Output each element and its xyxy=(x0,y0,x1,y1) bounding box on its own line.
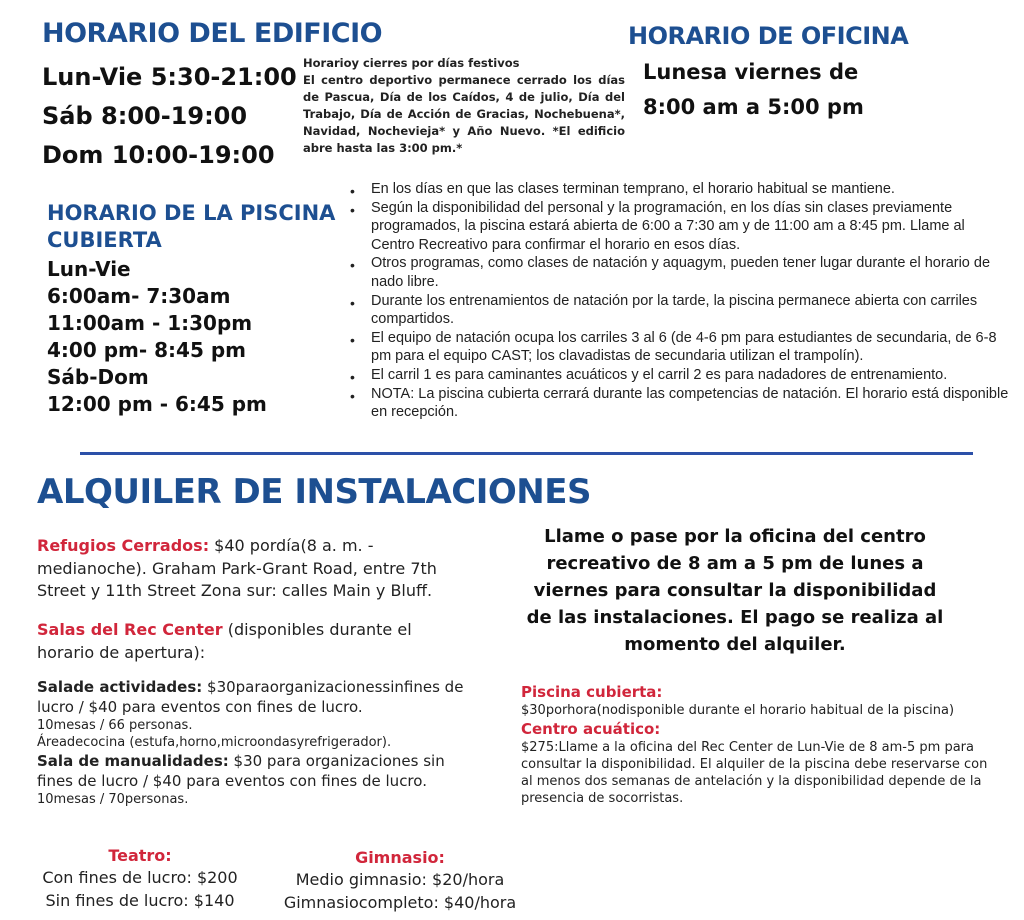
pool-notes xyxy=(350,180,1010,422)
indoor-pool-label: Piscina cubierta: xyxy=(521,683,663,701)
activity-room-capacity: 10mesas / 66 personas. xyxy=(37,718,193,733)
hours-sunday: Dom 10:00-19:00 xyxy=(42,141,275,169)
office-hours xyxy=(643,55,864,125)
pool-note: • El equipo de natación ocupa los carriles 3 al 6 (de 4-6 pm para estudiantes de secundaria, de 6-8 pm para el equipo CAST; los clavadistas de secundaria utilizan el trampolín). xyxy=(350,329,1010,366)
theater-label: Teatro: xyxy=(108,846,172,865)
pool-note: • NOTA: La piscina cubierta cerrará durante las competencias de natación. El horario está disponible en recepción. xyxy=(350,385,1010,422)
section-divider xyxy=(80,452,973,455)
kitchen-area: Áreadecocina (estufa,horno,microondasyrefrigerador). xyxy=(37,735,392,750)
rooms-label: Salas del Rec Center xyxy=(37,620,223,639)
crafts-room-capacity: 10mesas / 70personas. xyxy=(37,792,189,807)
pool-line: 4:00 pm- 8:45 pm xyxy=(47,338,246,362)
holiday-text: El centro deportivo permanece cerrado los días de Pascua, Día de los Caídos, 4 de julio, Día del Trabajo, Día de Acción de Gracias, Nochebuena*, Navidad, Nochevieja* y Año Nuevo. *El edificio abre hasta las 3:00 pm.* xyxy=(303,73,625,155)
theater xyxy=(20,845,260,912)
office-hours-title: HORARIO DE OFICINA xyxy=(628,22,909,50)
crafts-room-text: $30 para organizaciones sin fines de lucro / $40 para eventos con fines de lucro. xyxy=(37,752,445,790)
hours-saturday: Sáb 8:00-19:00 xyxy=(42,102,248,130)
pool-note: • Durante los entrenamientos de natación por la tarde, la piscina permanece abierta con carriles compartidos. xyxy=(350,292,1010,329)
aquatic-center-text: $275:Llame a la oficina del Rec Center de Lun-Vie de 8 am-5 pm para consultar la disponibilidad. El alquiler de la piscina debe reservarse con al menos dos semanas de antelación y la disponibilidad depende de la presencia de socorristas. xyxy=(521,740,988,806)
gym-price: Medio gimnasio: $20/hora xyxy=(295,870,505,889)
pool-line: Lun-Vie xyxy=(47,257,131,281)
building-hours-title: HORARIO DEL EDIFICIO xyxy=(42,18,383,49)
gym xyxy=(265,847,535,914)
rental-title: ALQUILER DE INSTALACIONES xyxy=(37,472,591,512)
indoor-pool-text: $30porhora(nodisponible durante el horario habitual de la piscina) xyxy=(521,703,955,718)
pool-note: • Otros programas, como clases de natación y aquagym, pueden tener lugar durante el horario de nado libre. xyxy=(350,254,1010,291)
rooms-text: (disponibles durante el horario de apertura): xyxy=(37,620,412,662)
gym-label: Gimnasio: xyxy=(355,848,445,867)
pool-hours-title: HORARIO DE LA PISCINA CUBIERTA xyxy=(47,201,336,252)
office-line: Lunesa viernes de xyxy=(643,60,859,84)
pool-line: Sáb-Dom xyxy=(47,365,149,389)
holiday-title: Horarioy cierres por días festivos xyxy=(303,56,520,70)
pool-note: • El carril 1 es para caminantes acuáticos y el carril 2 es para nadadores de entrenamiento. xyxy=(350,366,1010,385)
shelters xyxy=(37,535,477,603)
hours-weekday: Lun-Vie 5:30-21:00 xyxy=(42,63,297,91)
building-hours xyxy=(42,58,297,175)
shelters-label: Refugios Cerrados: xyxy=(37,536,210,555)
holiday-closures xyxy=(303,55,625,157)
activity-room-text: $30paraorganizacionessinfines de lucro / $40 para eventos con fines de lucro. xyxy=(37,678,464,716)
theater-price: Sin fines de lucro: $140 xyxy=(45,890,235,910)
pool-note: • Según la disponibilidad del personal y la programación, en los días sin clases previamente programados, la piscina estará abierta de 6:00 a 7:30 am y de 11:00 am a 8:45 pm. Llame al Centro Recreativo para confirmar el horario en esos días. xyxy=(350,199,1010,255)
pool-line: 6:00am- 7:30am xyxy=(47,284,231,308)
pool-note: • En los días en que las clases terminan temprano, el horario habitual se mantiene. xyxy=(350,180,1010,199)
shelters-text: $40 pordía(8 a. m. - medianoche). Graham Park-Grant Road, entre 7th Street y 11th Street Zona sur: calles Main y Bluff. xyxy=(37,536,437,600)
pool-line: 12:00 pm - 6:45 pm xyxy=(47,392,267,416)
crafts-room-label: Sala de manualidades: xyxy=(37,752,229,770)
gym-price: Gimnasiocompleto: $40/hora xyxy=(283,892,517,912)
call-info: Llame o pase por la oficina del centro recreativo de 8 am a 5 pm de lunes a viernes para consultar la disponibilidad de las instalaciones. El pago se realiza al momento del alquiler. xyxy=(526,526,944,655)
pool-line: 11:00am - 1:30pm xyxy=(47,311,253,335)
pool-hours xyxy=(47,256,267,418)
aquatic-center-label: Centro acuático: xyxy=(521,720,661,738)
room-details xyxy=(37,677,467,808)
theater-price: Con fines de lucro: $200 xyxy=(42,868,238,887)
office-line: 8:00 am a 5:00 pm xyxy=(643,95,864,119)
rooms xyxy=(37,619,457,664)
activity-room-label: Salade actividades: xyxy=(37,678,203,696)
pool-rental xyxy=(521,682,991,807)
